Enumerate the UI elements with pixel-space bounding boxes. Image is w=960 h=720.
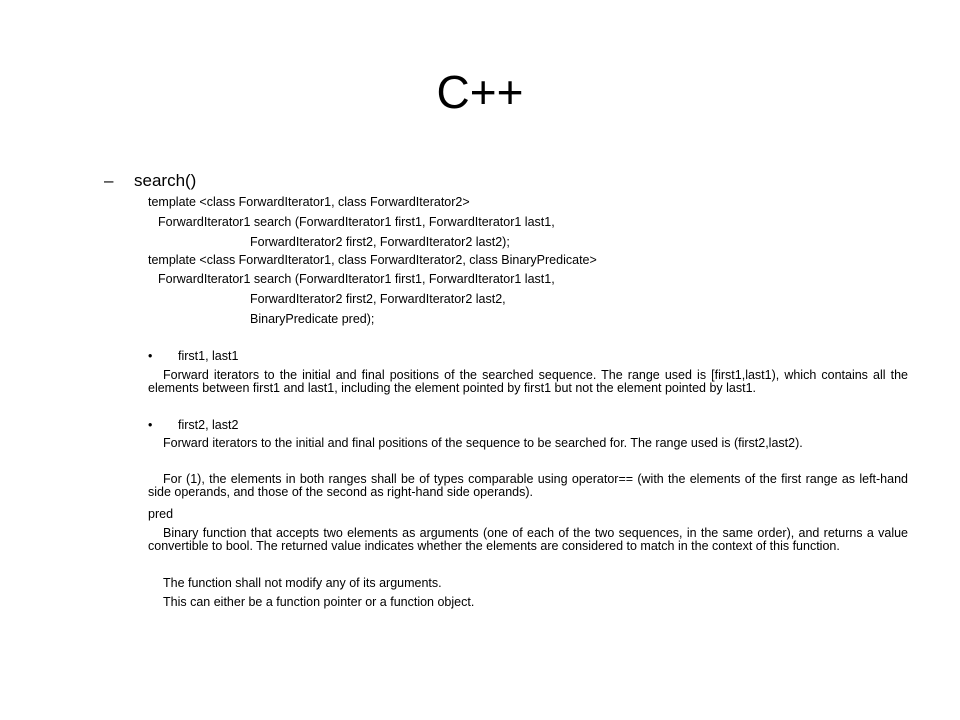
param-note: This can either be a function pointer or a function object. bbox=[163, 595, 475, 609]
code-line-4: template <class ForwardIterator1, class ForwardIterator2, class BinaryPredicate> bbox=[148, 253, 597, 267]
code-line-2: ForwardIterator1 search (ForwardIterator1 first1, ForwardIterator1 last1, bbox=[158, 215, 555, 229]
function-name: search() bbox=[134, 171, 197, 190]
bullet-icon: • bbox=[148, 418, 153, 432]
param-description: Forward iterators to the initial and final positions of the sequence to be searched for. The range used is (first2,last2). bbox=[163, 436, 803, 450]
param-pred bbox=[148, 506, 173, 522]
code-line-6: ForwardIterator2 first2, ForwardIterator2 last2, bbox=[250, 292, 506, 306]
code-line-1: template <class ForwardIterator1, class ForwardIterator2> bbox=[148, 195, 470, 209]
param-description: Binary function that accepts two elements as arguments (one of each of the two sequences, in the same order), and returns a value convertible to bool. The returned value indicates whether the elements are considered to match in the context of this function. bbox=[148, 526, 908, 553]
code-line-5: ForwardIterator1 search (ForwardIterator1 first1, ForwardIterator1 last1, bbox=[158, 272, 555, 286]
slide-title: C++ bbox=[436, 66, 524, 118]
param-note: For (1), the elements in both ranges shall be of types comparable using operator== (with the elements of the first range as left-hand side operands, and those of the second as right-hand side operands). bbox=[148, 472, 908, 499]
param-note: The function shall not modify any of its arguments. bbox=[163, 576, 442, 590]
param-first1-last1 bbox=[148, 348, 238, 364]
dash-list-item bbox=[104, 170, 196, 192]
param-name: first2, last2 bbox=[178, 418, 239, 432]
code-line-7: BinaryPredicate pred); bbox=[250, 312, 375, 326]
param-first2-last2 bbox=[148, 417, 238, 433]
code-line-3: ForwardIterator2 first2, ForwardIterator2 last2); bbox=[250, 235, 510, 249]
param-name: pred bbox=[148, 507, 174, 521]
dash-bullet-icon: – bbox=[104, 171, 114, 190]
bullet-icon: • bbox=[148, 349, 153, 363]
param-name: first1, last1 bbox=[178, 349, 239, 363]
param-description: Forward iterators to the initial and final positions of the searched sequence. The range used is [first1,last1), which contains all the elements between first1 and last1, including the element pointed by first1 but not the element pointed by last1. bbox=[148, 368, 908, 395]
